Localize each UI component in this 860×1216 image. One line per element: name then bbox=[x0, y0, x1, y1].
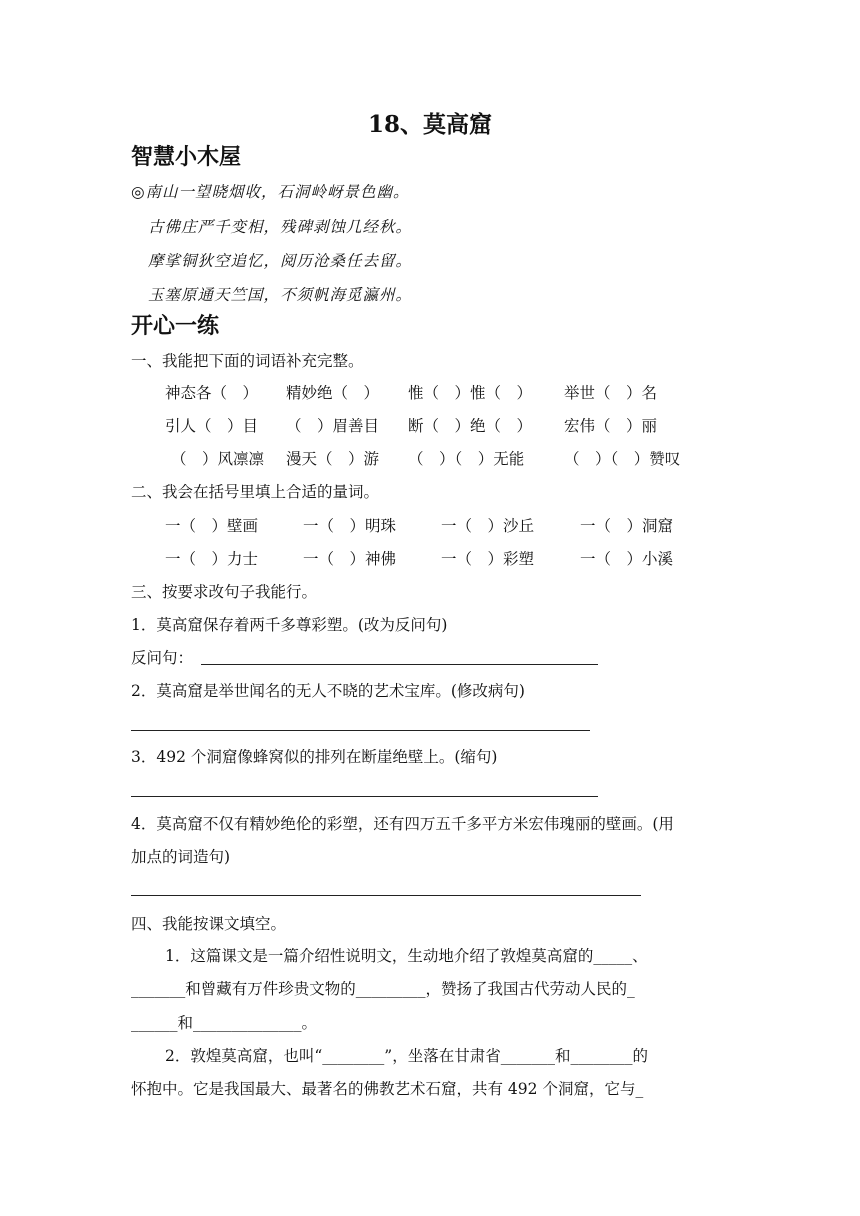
q1-word: 精妙绝（ ） bbox=[286, 384, 380, 402]
q3-item-1: 1．莫高窟保存着两千多尊彩塑。(改为反问句) bbox=[131, 616, 448, 634]
q1-word: 举世（ ）名 bbox=[564, 384, 658, 402]
section-heading-wisdom: 智慧小木屋 bbox=[131, 145, 242, 170]
poem-line-4: 玉塞原通天竺国，不须帆海觅瀛州。 bbox=[148, 286, 413, 304]
q1-word: 引人（ ）目 bbox=[165, 417, 259, 435]
q3-item-1-label: 反问句： bbox=[131, 649, 194, 667]
poem-line-3: 摩挲铜狄空追忆，阅历沧桑任去留。 bbox=[148, 252, 413, 270]
q1-word: 漫天（ ）游 bbox=[286, 450, 380, 468]
q2-word: 一（ ）壁画 bbox=[165, 517, 259, 535]
q2-word: 一（ ）小溪 bbox=[580, 550, 674, 568]
answer-line[interactable] bbox=[131, 895, 641, 896]
q2-word: 一（ ）神佛 bbox=[303, 550, 397, 568]
q1-word: 惟（ ）惟（ ） bbox=[408, 384, 533, 402]
q2-word: 一（ ）明珠 bbox=[303, 517, 397, 535]
q1-word: 神态各（ ） bbox=[165, 384, 259, 402]
q4-para-1-line-3: ______和______________。 bbox=[131, 1014, 318, 1032]
question-2-prompt: 二、我会在括号里填上合适的量词。 bbox=[131, 483, 380, 501]
q1-word: （ ）风凛凛 bbox=[171, 450, 265, 468]
page-title: 18、莫高窟 bbox=[367, 111, 492, 138]
section-heading-practice: 开心一练 bbox=[131, 314, 220, 339]
answer-line[interactable] bbox=[131, 730, 590, 731]
q3-item-4-line-1: 4．莫高窟不仅有精妙绝伦的彩塑，还有四万五千多平方米宏伟瑰丽的壁画。(用 bbox=[131, 815, 674, 833]
q1-word: （ ）（ ）无能 bbox=[408, 450, 525, 468]
q1-word: （ ）眉善目 bbox=[286, 417, 380, 435]
q3-item-4-line-2: 加点的词造句) bbox=[131, 848, 231, 866]
q4-para-1-line-1: 1．这篇课文是一篇介绍性说明文，生动地介绍了敦煌莫高窟的_____、 bbox=[165, 947, 648, 965]
poem-line-2: 古佛庄严千变相，残碑剥蚀几经秋。 bbox=[148, 218, 413, 236]
question-1-prompt: 一、我能把下面的词语补充完整。 bbox=[131, 352, 364, 370]
answer-line[interactable] bbox=[131, 796, 598, 797]
q2-word: 一（ ）洞窟 bbox=[580, 517, 674, 535]
q4-para-1-line-2: _______和曾藏有万件珍贵文物的_________，赞扬了我国古代劳动人民的_ bbox=[131, 980, 635, 998]
q3-item-3: 3．492 个洞窟像蜂窝似的排列在断崖绝壁上。(缩句) bbox=[131, 748, 498, 766]
poem-line-1: ◎南山一望晓烟收，石洞岭岈景色幽。 bbox=[131, 183, 410, 201]
question-3-prompt: 三、按要求改句子我能行。 bbox=[131, 583, 318, 601]
answer-line[interactable] bbox=[201, 664, 598, 665]
q1-word: 断（ ）绝（ ） bbox=[408, 417, 533, 435]
q1-word: （ ）（ ）赞叹 bbox=[564, 450, 681, 468]
q3-item-2: 2．莫高窟是举世闻名的无人不晓的艺术宝库。(修改病句) bbox=[131, 682, 525, 700]
q2-word: 一（ ）力士 bbox=[165, 550, 259, 568]
q4-para-2-line-2: 怀抱中。它是我国最大、最著名的佛教艺术石窟，共有 492 个洞窟，它与_ bbox=[131, 1080, 644, 1098]
q4-para-2-line-1: 2．敦煌莫高窟，也叫“________”，坐落在甘肃省_______和________的 bbox=[165, 1047, 648, 1065]
q2-word: 一（ ）沙丘 bbox=[441, 517, 535, 535]
question-4-prompt: 四、我能按课文填空。 bbox=[131, 915, 287, 933]
q2-word: 一（ ）彩塑 bbox=[441, 550, 535, 568]
q1-word: 宏伟（ ）丽 bbox=[564, 417, 658, 435]
